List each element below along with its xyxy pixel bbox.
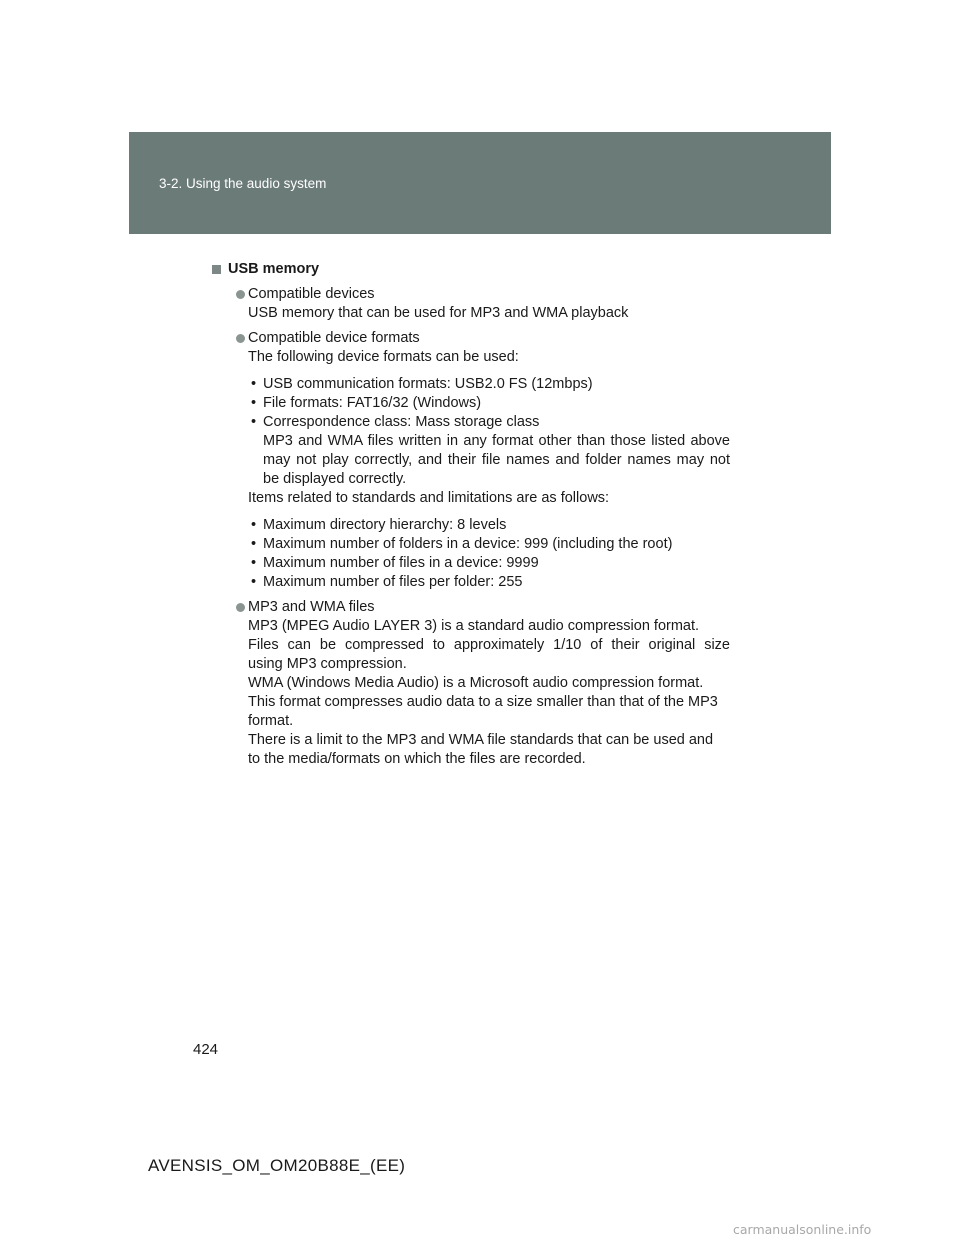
section-heading [210,260,730,279]
bullet-text: Files can be compressed to approximately 1/10 of their original size [248,637,730,653]
bullet-text: Items related to standards and limitations are as follows: [248,490,610,506]
bullet-text: to the media/formats on which the files are recorded. [248,751,586,767]
list-item: • Maximum number of files per folder: 255 [251,574,523,590]
bullet-title: Compatible devices [248,286,375,302]
bullet-text: format. [248,713,294,729]
section-title: USB memory [228,261,320,277]
bullet-text: WMA (Windows Media Audio) is a Microsoft audio compression format. [248,675,704,691]
page-content [210,260,730,769]
format-note: may not play correctly, and their file names and folder names may not [263,452,730,468]
bullet-compatible-devices [210,285,730,323]
list-item: • File formats: FAT16/32 (Windows) [251,395,482,411]
list-item: • Maximum number of folders in a device: 999 (including the root) [251,536,673,552]
format-note: be displayed correctly. [263,471,407,487]
format-note: MP3 and WMA files written in any format other than those listed above [263,433,730,449]
list-item: • Maximum number of files in a device: 9999 [251,555,539,571]
circle-bullet-icon [236,603,245,612]
watermark: carmanualsonline.info [733,1222,872,1237]
bullet-text: There is a limit to the MP3 and WMA file standards that can be used and [248,732,714,748]
bullet-title: MP3 and WMA files [248,599,375,615]
bullet-text: USB memory that can be used for MP3 and WMA playback [248,305,629,321]
bullet-text: This format compresses audio data to a size smaller than that of the MP3 [248,694,718,710]
bullet-text: The following device formats can be used: [248,349,519,365]
list-item: • Maximum directory hierarchy: 8 levels [251,517,507,533]
bullet-title: Compatible device formats [248,330,420,346]
page-number: 424 [193,1041,219,1058]
list-item: • Correspondence class: Mass storage class MP3 and WMA files written in any format other than those listed above may not play correctly, and their file names and folder names may not be displayed correctly. [251,414,730,487]
limitations-list [248,516,730,592]
bullet-text: MP3 (MPEG Audio LAYER 3) is a standard audio compression format. [248,618,700,634]
square-bullet-icon [212,265,221,274]
document-code: AVENSIS_OM_OM20B88E_(EE) [148,1156,406,1175]
chapter-header-band [129,132,831,234]
list-item: • USB communication formats: USB2.0 FS (12mbps) [251,376,593,392]
circle-bullet-icon [236,290,245,299]
bullet-text: using MP3 compression. [248,656,407,672]
circle-bullet-icon [236,334,245,343]
format-list [248,375,730,489]
bullet-mp3-wma-files [210,598,730,769]
bullet-compatible-formats [210,329,730,592]
chapter-title: 3-2. Using the audio system [159,176,327,191]
